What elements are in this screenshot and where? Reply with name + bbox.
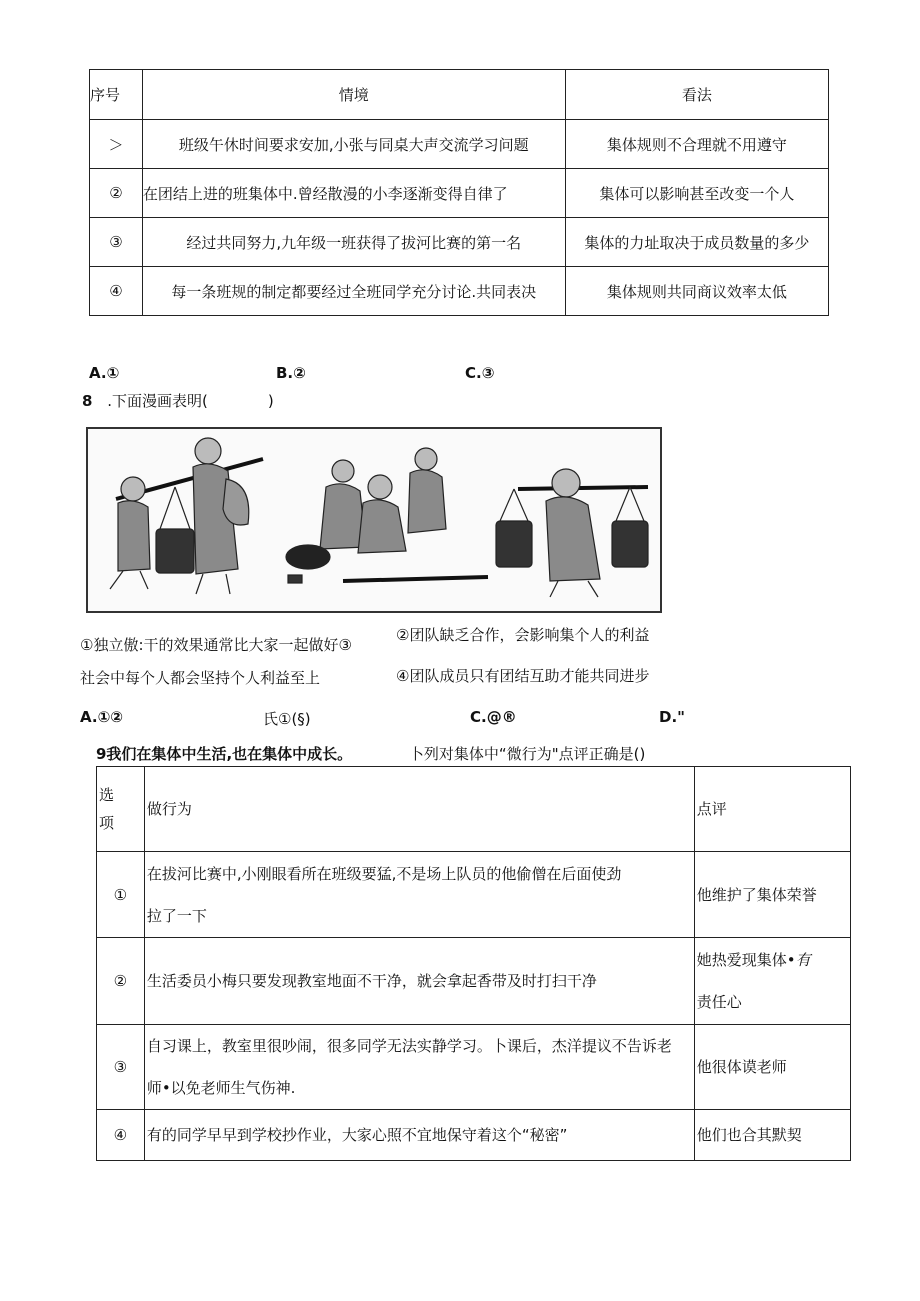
opinion-cell: 集体可以影响甚至改变一个人 <box>565 169 828 218</box>
q7-option-a: A.① <box>89 364 120 382</box>
q8-number: 8 <box>82 392 93 410</box>
option-number: ② <box>97 938 145 1025</box>
q8-option-b: 氏①(§) <box>263 710 311 728</box>
behavior-cell: 生活委员小梅只要发现教室地面不干净，就会拿起香带及时打扫干净 <box>144 938 694 1025</box>
q8-statement-3: 社会中每个人都会坚持个人利益至上 <box>80 669 321 687</box>
q9-stem <box>96 743 645 764</box>
option-number: ① <box>97 852 145 938</box>
situation-cell: 经过共同努力,九年级一班获得了拔河比赛的第一名 <box>142 218 565 267</box>
comment-line: 责任心 <box>696 993 742 1011</box>
row-number: ④ <box>90 267 143 316</box>
comment-line <box>697 939 850 981</box>
behavior-line: 在拔河比赛中,小刚眼看所在班级要猛,不是场上队员的他偷僧在后面使劲 <box>146 864 622 883</box>
q9-stem-part1: 9我们在集体中生活,也在集体中成长。 <box>96 745 353 763</box>
opinion-cell: 集体规则不合理就不用遵守 <box>565 120 828 169</box>
header-option-1: 选 <box>99 786 115 804</box>
behavior-line: 师•以免老师生气伤神. <box>146 1079 296 1097</box>
header-cell: 情境 <box>142 70 565 120</box>
table-row <box>90 169 829 218</box>
table-row <box>97 1025 851 1110</box>
row-number: ＞ <box>90 120 143 169</box>
cartoon-monks-drawing <box>88 429 660 611</box>
header-cell <box>97 767 145 852</box>
table-row <box>97 1110 851 1161</box>
comment-text: 她热爱现集体• <box>696 951 796 969</box>
comment-cell <box>694 938 850 1025</box>
q9-stem-part2: 卜列对集体中“微行为"点评正确是() <box>408 745 646 763</box>
comment-cell: 他们也合其默契 <box>694 1110 850 1161</box>
q7-option-c: C.③ <box>465 364 495 382</box>
comment-cell: 他很体谟老师 <box>694 1025 850 1110</box>
q8-statement-2: ②团队缺乏合作，会影响集个人的利益 <box>396 626 650 644</box>
header-cell: 看法 <box>565 70 828 120</box>
q8-option-a: A.①② <box>80 708 123 726</box>
q8-statement-4: ④团队成员只有团结互助才能共同进步 <box>396 667 650 685</box>
q8-option-c: C.@® <box>470 708 517 726</box>
table-row <box>90 218 829 267</box>
behavior-cell <box>144 852 694 938</box>
table-row <box>97 938 851 1025</box>
opinion-cell: 集体规则共同商议效率太低 <box>565 267 828 316</box>
situation-cell: 班级午休时间要求安加,小张与同桌大声交流学习问题 <box>142 120 565 169</box>
situation-cell: 每一条班规的制定都要经过全班同学充分讨论.共同表决 <box>142 267 565 316</box>
q8-stem <box>82 390 274 411</box>
q7-table <box>89 69 829 316</box>
table-row <box>90 120 829 169</box>
table-row <box>97 852 851 938</box>
option-number: ④ <box>97 1110 145 1161</box>
header-cell: 点评 <box>694 767 850 852</box>
header-cell: 序号 <box>90 70 143 120</box>
opinion-cell: 集体的力址取决于成员数量的多少 <box>565 218 828 267</box>
q9-table-header <box>97 767 851 852</box>
cartoon-illustration <box>86 427 662 613</box>
q8-option-d: D." <box>659 708 685 726</box>
behavior-line: 拉了一下 <box>146 906 207 925</box>
option-number: ③ <box>97 1025 145 1110</box>
q8-statement-1: ①独立傲:干的效果通常比大家一起做好③ <box>80 636 352 654</box>
q7-option-b: B.② <box>276 364 306 382</box>
behavior-cell <box>144 1025 694 1110</box>
behavior-line: 自习课上，教室里很吵闹，很多同学无法实静学习。卜课后，杰洋提议不告诉老 <box>146 1037 672 1055</box>
table-row <box>90 267 829 316</box>
q8-stem-text: .下面漫画表明( ) <box>107 392 274 410</box>
header-option-2: 项 <box>99 814 115 832</box>
comment-text-italic: 有 <box>795 951 811 969</box>
situation-cell: 在团结上进的班集体中.曾经散漫的小李逐渐变得自律了 <box>142 169 565 218</box>
q9-table <box>96 766 851 1161</box>
q7-table-header <box>90 70 829 120</box>
row-number: ② <box>90 169 143 218</box>
header-cell: 做行为 <box>144 767 694 852</box>
behavior-cell: 有的同学早早到学校抄作业，大家心照不宜地保守着这个“秘密” <box>144 1110 694 1161</box>
row-number: ③ <box>90 218 143 267</box>
comment-cell: 他维护了集体荣誉 <box>694 852 850 938</box>
